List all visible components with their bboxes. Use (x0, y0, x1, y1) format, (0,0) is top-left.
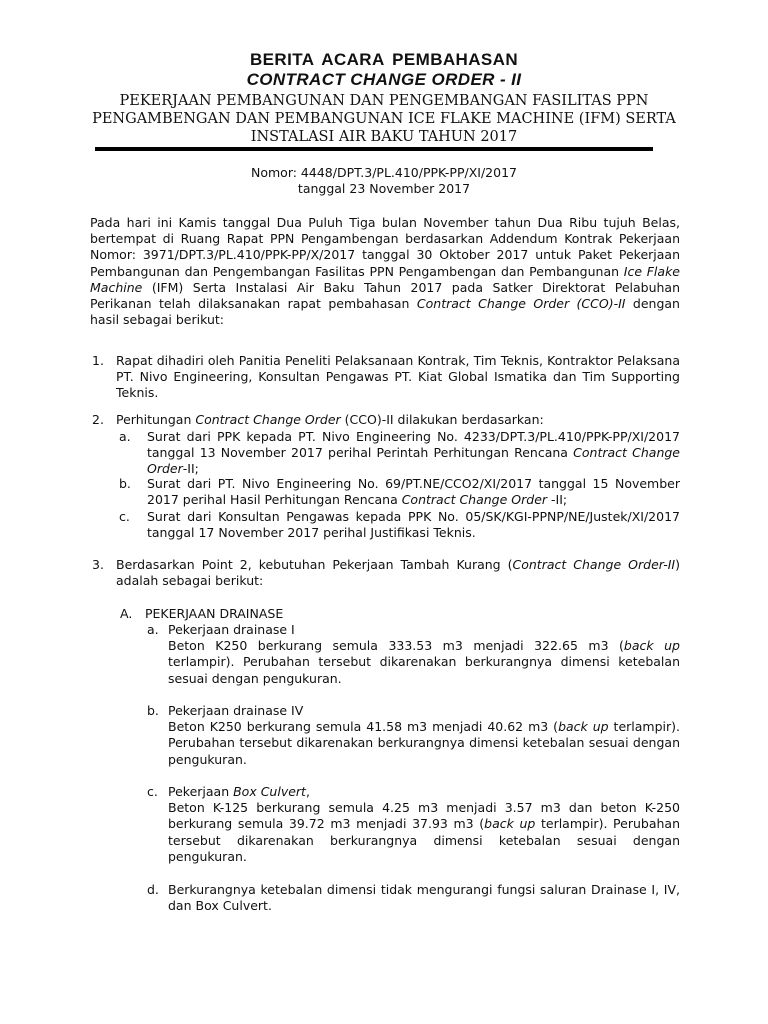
sublist-letter: a. (147, 622, 159, 637)
intro-italic: Ice Flake Machine (90, 263, 680, 295)
list-number: 3. (92, 557, 104, 572)
document-number: Nomor: 4448/DPT.3/PL.410/PPK-PP/XI/2017 (251, 165, 517, 180)
list-text: terlampir). Perubahan tersebut dikarenakan berkurangnya dimensi ketebalan sesuai dengan pengukuran. (168, 719, 680, 767)
intro-text: Pada hari ini Kamis tanggal Dua Puluh Tiga bulan November tahun Dua Ribu tujuh Belas, bertempat di Ruang Rapat PPN Pengambengan berdasarkan Addendum Kontrak Pekerjaan Nomor: 3971/DPT.3/PL.410/PPK-PP/X/2017 tanggal 30 Oktober 2017 untuk Paket Pekerjaan Pembangunan dan Pengembangan Fasilitas PPN Pengambengan dan Pembangunan (90, 215, 680, 279)
document-title: BERITA ACARA PEMBAHASAN (250, 50, 518, 69)
project-heading-line: INSTALASI AIR BAKU TAHUN 2017 (250, 129, 518, 145)
drainase-item-d: Berkurangnya ketebalan dimensi tidak mengurangi fungsi saluran Drainase I, IV, dan Box Culvert. (168, 882, 680, 914)
list-text: Beton K-125 berkurang semula 4.25 m3 menjadi 3.57 m3 dan beton K-250 berkurang semula 39.72 m3 menjadi 37.93 m3 ( (168, 800, 680, 832)
list-item-1: Rapat dihadiri oleh Panitia Peneliti Pelaksanaan Kontrak, Tim Teknis, Kontraktor Pelaksana PT. Nivo Engineering, Konsultan Pengawas PT. Kiat Global Ismatika dan Tim Supporting Teknis. (116, 353, 680, 401)
list-text: Pekerjaan (168, 784, 234, 799)
list-text: -II; (547, 492, 568, 508)
item-title: Pekerjaan drainase IV (168, 703, 304, 718)
sublist-item-2a (147, 429, 680, 478)
document-number-block (0, 165, 768, 197)
project-heading (90, 92, 678, 146)
sublist-letter: b. (119, 476, 131, 491)
list-text: ) adalah sebagai berikut: (116, 557, 680, 589)
sublist-item-2c: Surat dari Konsultan Pengawas kepada PPK No. 05/SK/KGI-PPNP/NE/Justek/XI/2017 tanggal 17 November 2017 perihal Justifikasi Teknis. (147, 509, 680, 541)
list-number: 1. (92, 353, 104, 368)
list-text: Surat dari PPK kepada PT. Nivo Engineering No. 4233/DPT.3/PL.410/PPK-PP/XI/2017 tanggal 13 November 2017 perihal Perintah Perhitungan Rencana (147, 429, 680, 461)
document-subtitle: CONTRACT CHANGE ORDER - II (246, 70, 522, 89)
sublist-letter: a. (119, 429, 131, 444)
list-italic: Contract Change Order (147, 445, 680, 477)
document-date: tanggal 23 November 2017 (297, 181, 471, 196)
sublist-letter: c. (119, 509, 130, 524)
list-italic: Box Culvert (233, 784, 306, 799)
sublist-letter: b. (147, 703, 159, 718)
sublist-letter: d. (147, 882, 159, 897)
intro-text: dengan hasil sebagai berikut: (90, 296, 680, 328)
project-heading-line: PENGAMBENGAN DAN PEMBANGUNAN ICE FLAKE MACHINE (IFM) SERTA (92, 111, 676, 127)
item-body (168, 800, 680, 865)
list-text: (CCO)-II dilakukan berdasarkan: (340, 412, 544, 427)
list-item-2 (116, 412, 680, 428)
list-text: Perhitungan (116, 412, 196, 427)
list-text: Beton K250 berkurang semula 41.58 m3 menjadi 40.62 m3 ( (168, 719, 559, 735)
list-italic: back up (484, 816, 536, 832)
list-italic: back up (623, 638, 680, 654)
list-text: Beton K250 berkurang semula 333.53 m3 menjadi 322.65 m3 ( (168, 638, 624, 654)
project-heading-line: PEKERJAAN PEMBANGUNAN DAN PENGEMBANGAN FASILITAS PPN (119, 93, 649, 109)
section-label: A. (120, 606, 133, 621)
list-text: , (305, 784, 310, 799)
drainase-item-b (168, 703, 680, 768)
list-item-3 (116, 557, 680, 589)
item-body (168, 719, 680, 768)
item-title (168, 784, 680, 800)
heading-divider (95, 147, 653, 151)
list-text: terlampir). Perubahan tersebut dikarenakan berkurangnya dimensi ketebalan sesuai dengan pengukuran. (168, 816, 680, 864)
list-italic: back up (558, 719, 609, 735)
intro-italic: Contract Change Order (CCO)-II (416, 296, 626, 312)
list-italic: Contract Change Order (195, 412, 341, 427)
sublist-letter: c. (147, 784, 158, 799)
item-body (168, 638, 680, 687)
list-italic: Contract Change Order (401, 492, 548, 508)
list-number: 2. (92, 412, 104, 427)
list-text: Surat dari PT. Nivo Engineering No. 69/PT.NE/CCO2/XI/2017 tanggal 15 November 2017 perihal Hasil Perhitungan Rencana (147, 476, 680, 508)
item-title: Pekerjaan drainase I (168, 622, 295, 637)
box-culvert-item-c (168, 784, 680, 865)
sublist-item-2b (147, 476, 680, 508)
drainase-item-a (168, 622, 680, 687)
intro-text: (IFM) Serta Instalasi Air Baku Tahun 2017 pada Satker Direktorat Pelabuhan Perikanan telah dilaksanakan rapat pembahasan (90, 279, 680, 312)
list-text: -II; (182, 461, 199, 477)
list-text: terlampir). Perubahan tersebut dikarenakan berkurangnya dimensi ketebalan sesuai dengan pengukuran. (168, 654, 680, 686)
list-italic: Contract Change Order-II (512, 557, 676, 572)
section-heading: PEKERJAAN DRAINASE (145, 606, 284, 621)
intro-paragraph (90, 215, 680, 328)
list-text: Berdasarkan Point 2, kebutuhan Pekerjaan Tambah Kurang ( (116, 557, 513, 572)
